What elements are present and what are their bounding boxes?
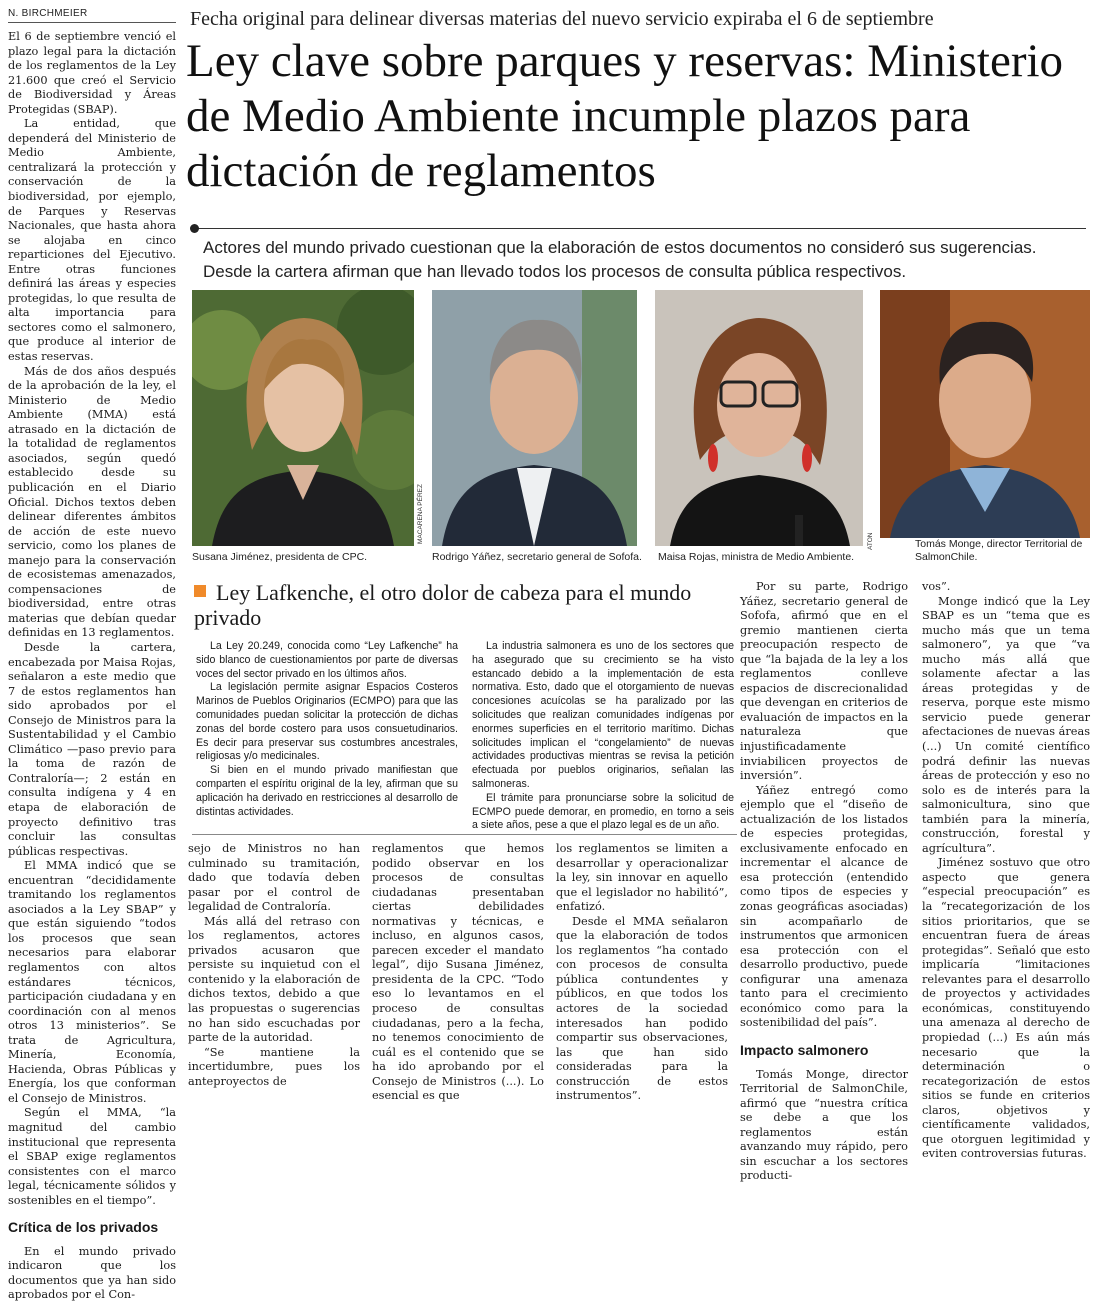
col5-paragraph: Por su parte, Rodrigo Yáñez, secretario general de Sofofa, afirmó que en el gremio mantienen cierta preocupación respecto de que “la bajada de la ley a los reglamentos conlleve espacios de discrecionalidad que devengan en criterios de evaluación de impactos en la naturaleza que injustificadamente inviabilicen proyectos de inversión”. bbox=[740, 580, 908, 783]
box-bottom-rule bbox=[192, 834, 737, 835]
box-title-text: Ley Lafkenche, el otro dolor de cabeza para el mundo privado bbox=[194, 580, 692, 630]
caption-maisa: Maisa Rojas, ministra de Medio Ambiente. bbox=[658, 551, 855, 563]
col5-paragraph: Tomás Monge, director Territorial de SalmonChile, afirmó que “nuestra crítica se debe a que los reglamentos están avanzando muy rápido, pero sin escuchar a los sectores producti- bbox=[740, 1067, 908, 1183]
col2-paragraph: Más allá del retraso con los reglamentos, actores privados acusaron que persiste su inquietud con el contenido y la elaboración de dichos textos, debido a que las propuestas o sugerencias no han sido escuchadas por parte de la autoridad. bbox=[188, 914, 360, 1045]
photo-susana-jimenez bbox=[192, 290, 414, 546]
box-paragraph: La legislación permite asignar Espacios Costeros Marinos de Pueblos Originarios (ECMPO) para que las comunidades puedan solicitar la protección de dichas zonas del borde costero para usos consuetudinarios. Es decir para preservar sus costumbres ancestrales, religiosas y/o medicinales. bbox=[196, 681, 458, 763]
column-2 bbox=[188, 842, 360, 1089]
photo-credit-aton: ATON bbox=[867, 532, 874, 550]
col1-paragraph: El MMA indicó que se encuentran “decididamente tramitando los reglamentos asociados a la Ley SBAP” y que están siguiendo “todos los procesos que sean necesarios para elaborar reglamentos con altos estándares técnicos, participación ciudadana y en coordinación con al menos otros 13 ministerios”. Se trata de Agricultura, Minería, Economía, Hacienda, Obras Públicas y Energía, los que conforman el Consejo de Ministros. bbox=[8, 859, 176, 1105]
caption-susana: Susana Jiménez, presidenta de CPC. bbox=[192, 551, 368, 563]
col6-paragraph: Monge indicó que la Ley SBAP es un “tema que es mucho más que un tema salmonero”, ya que “va mucho más allá que solamente afectar a las áreas protegidas y de reserva, porque este mismo servicio puede generar afectaciones de nuevas áreas (...) Un comité científico podrá definir las nuevas áreas de protección y eso no solo es de interés para la salmonicultura, sino que también para la minería, construcción, forestal y agrícultura”. bbox=[922, 594, 1090, 855]
box-paragraph: Si bien en el mundo privado manifiestan que comparten el espíritu original de la ley, afirman que su aplicación ha derivado en restricciones al desarrollo de distintas actividades. bbox=[196, 764, 458, 818]
col1-paragraph: Según el MMA, “la magnitud del cambio institucional que representa el SBAP exige reglamentos consistentes con el marco legal, técnicamente sólidos y sostenibles en el tiempo”. bbox=[8, 1106, 176, 1207]
col6-paragraph: Jiménez sostuvo que otro aspecto que genera “especial preocupación” es la “recategorización de los sitios prioritarios, que se encuentran fuera de áreas protegidas”. Señaló que esto implicaría “limitaciones relevantes para el desarrollo de proyectos y actividades económicas, constituyendo una amenaza al derecho de propiedad (...) Es aún más necesario que la determinación o recategorización de estos sitios se funde en criterios claros, objetivos y científicamente validados, que otorguen legitimidad y eviten controversias futuras. bbox=[922, 856, 1090, 1161]
col1-paragraph: El 6 de septiembre venció el plazo legal para la dictación de los reglamentos de la Ley 21.600 que creó el Servicio de Biodiversidad y Áreas Protegidas (SBAP). bbox=[8, 30, 176, 116]
column-1 bbox=[8, 30, 176, 1303]
column-4 bbox=[556, 842, 728, 1104]
col1-paragraph: La entidad, que dependerá del Ministerio de Medio Ambiente, centralizará la protección y conservación de la biodiversidad, por ejemplo, de Parques y Reservas Nacionales, que hasta ahora se alojaba en cinco reparticiones del Ejecutivo. Entre otras funciones definirá las áreas y especies protegidas, lo que resulta de alta importancia para sectores como el salmonero, que produce al interior de estas reservas. bbox=[8, 117, 176, 364]
caption-rodrigo: Rodrigo Yáñez, secretario general de Sofofa. bbox=[432, 551, 642, 563]
photo-credit-perez: MACARENA PÉREZ bbox=[417, 484, 424, 544]
byline: N. BIRCHMEIER bbox=[8, 8, 176, 23]
box-paragraph: El trámite para pronunciarse sobre la solicitud de ECMPO puede demorar, en promedio, en torno a seis a siete años, pese a que el plazo legal es de un año. bbox=[472, 791, 734, 832]
col3-paragraph: reglamentos que hemos podido observar en los procesos de consultas ciudadanas presentaban ciertas debilidades normativas y técnicas, e incluso, en algunos casos, parecen exceder el mandato legal”, dijo Susana Jiménez, presidenta de la CPC. “Todo eso lo levantamos en el proceso de consultas ciudadanas, pero a la fecha, no tenemos conocimiento de cuál es el contenido que se ha ido aprobando por el Consejo de Ministros (...). Lo esencial es que bbox=[372, 842, 544, 1103]
photo-rodrigo-yanez bbox=[432, 290, 637, 546]
box-left-column bbox=[196, 640, 458, 819]
col4-paragraph: los reglamentos se limiten a desarrollar y operacionalizar la ley, sin innovar en aquello que el legislador no habilitó”, enfatizó. bbox=[556, 842, 728, 914]
box-title bbox=[194, 580, 734, 630]
bullet-dot bbox=[190, 224, 199, 233]
column-5 bbox=[740, 580, 908, 1184]
col4-paragraph: Desde el MMA señalaron que la elaboración de todos los reglamentos “ha contado con procesos de consulta pública contundentes y públicos, en que todos los actores de la sociedad interesados han podido compartir sus observaciones, las que han sido consideradas para la construcción de estos instrumentos”. bbox=[556, 914, 728, 1103]
box-paragraph: La Ley 20.249, conocida como “Ley Lafkenche” ha sido blanco de cuestionamientos por parte de diversas voces del sector privado en los últimos años. bbox=[196, 640, 458, 680]
deck: Actores del mundo privado cuestionan que la elaboración de estos documentos no consideró sus sugerencias. Desde la cartera afirman que han llevado todos los procesos de consulta pública respectivos. bbox=[203, 238, 1037, 281]
caption-tomas: Tomás Monge, director Territorial de SalmonChile. bbox=[915, 538, 1083, 563]
photo-maisa-rojas bbox=[655, 290, 863, 546]
col5-paragraph: Yáñez entregó como ejemplo que el “diseño de actualización de los listados de especies protegidas, exclusivamente enfocado en incrementar el alcance de esa protección (entendido como tipos de especies y zonas geográficas asociadas) sin acompañarlo de instrumentos que armonicen esa protección con el desarrollo productivo, puede configurar una amenaza tanto para el crecimiento económico como para la sostenibilidad del país”. bbox=[740, 783, 908, 1030]
photo-tomas-monge bbox=[880, 290, 1090, 538]
col6-paragraph: vos”. bbox=[922, 580, 951, 593]
subhead-impacto: Impacto salmonero bbox=[740, 1041, 869, 1058]
col1-paragraph: Más de dos años después de la aprobación de la ley, el Ministerio de Medio Ambiente (MMA) está atrasado en la dictación de la totalidad de reglamentos asociados, según quedó establecido desde su publicación en el Diario Oficial. Dichos textos deben delinear diferentes ámbitos de acción de este nuevo servicio, como los planes de manejo para la conservación de ecosistemas amenazados, compensaciones de biodiversidad, entre otras materias que debían quedar definidas en 13 reglamentos. bbox=[8, 364, 176, 640]
col2-paragraph: “Se mantiene la incertidumbre, pues los anteproyectos de bbox=[188, 1045, 360, 1088]
box-paragraph: La industria salmonera es uno de los sectores que ha asegurado que su crecimiento se ha visto estancado debido a la implementación de esta normativa. Esto, dado que el otorgamiento de nuevas concesiones acuícolas se ha paralizado por las solicitudes que realizan comunidades indígenas por enormes superficies en el territorio marítimo. Dichas solicitudes implican el “congelamiento” de nuevas actividades productivas mientras se revisa la petición efectuada por pueblos originarios, señalan las salmoneras. bbox=[472, 640, 734, 790]
headline-rule bbox=[196, 228, 1086, 229]
box-right-column bbox=[472, 640, 734, 833]
col2-paragraph: sejo de Ministros no han culminado su tramitación, dado que todavía deben pasar por el control de legalidad de Contraloría. bbox=[188, 842, 360, 914]
headline: Ley clave sobre parques y reservas: Ministerio de Medio Ambiente incumple plazos para dictación de reglamentos bbox=[186, 35, 1064, 197]
column-3 bbox=[372, 842, 544, 1104]
subhead-critica: Crítica de los privados bbox=[8, 1219, 159, 1236]
kicker: Fecha original para delinear diversas materias del nuevo servicio expiraba el 6 de septiembre bbox=[190, 8, 934, 30]
col1-paragraph: Desde la cartera, encabezada por Maisa Rojas, señalaron a este medio que 7 de estos reglamentos han sido aprobados por el Consejo de Ministros para la Sustentabilidad y el Cambio Climático —paso previo para la toma de razón de Contraloría—; 2 están en consulta indígena y 4 en etapa de elaboración de proyecto definitivo tras concluir las consultas públicas respectivas. bbox=[8, 640, 176, 858]
column-6 bbox=[922, 580, 1090, 1162]
col1-paragraph: En el mundo privado indicaron que los documentos que ya han sido aprobados por el Con- bbox=[8, 1244, 176, 1302]
